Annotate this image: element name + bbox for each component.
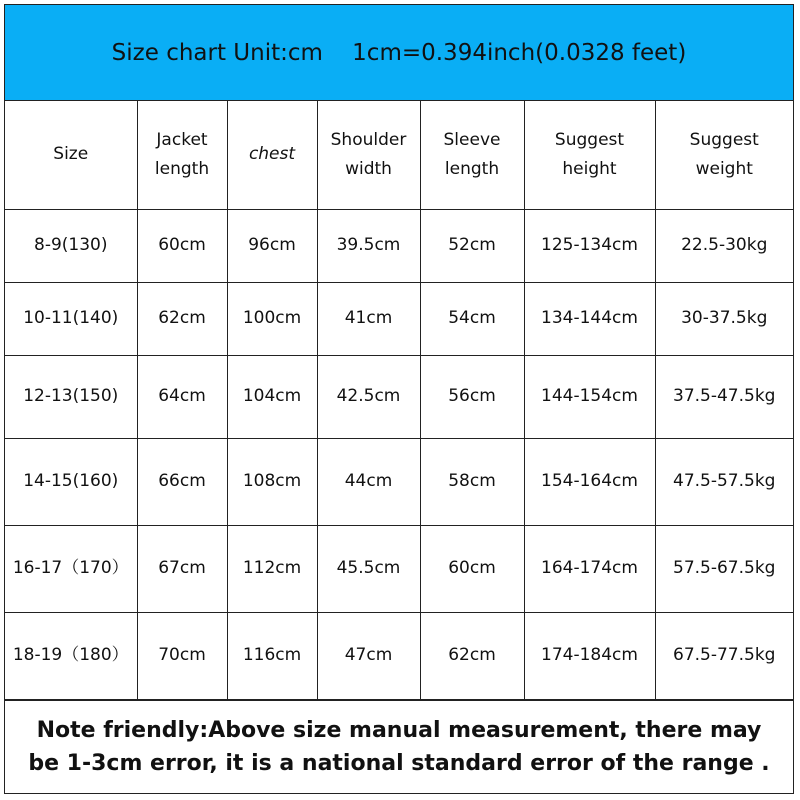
- table-row: [5, 525, 793, 612]
- cell-suggest-height: 174-184cm: [524, 612, 655, 699]
- table-row: [5, 209, 793, 282]
- cell-suggest-weight: 47.5-57.5kg: [655, 438, 793, 525]
- cell-suggest-height: 125-134cm: [524, 209, 655, 282]
- chart-title: Size chart Unit:cm 1cm=0.394inch(0.0328 feet): [5, 5, 793, 101]
- measurement-note: Note friendly:Above size manual measurement, there may be 1-3cm error, it is a national standard error of the range .: [5, 700, 793, 793]
- cell-shoulder-width: 42.5cm: [317, 355, 420, 438]
- cell-size: 18-19（180）: [5, 612, 137, 699]
- table-row: [5, 438, 793, 525]
- cell-sleeve-length: 62cm: [420, 612, 524, 699]
- cell-sleeve-length: 52cm: [420, 209, 524, 282]
- cell-suggest-height: 154-164cm: [524, 438, 655, 525]
- size-chart: [4, 4, 794, 794]
- cell-shoulder-width: 45.5cm: [317, 525, 420, 612]
- cell-jacket-length: 64cm: [137, 355, 227, 438]
- cell-chest: 104cm: [227, 355, 317, 438]
- cell-shoulder-width: 39.5cm: [317, 209, 420, 282]
- cell-suggest-height: 144-154cm: [524, 355, 655, 438]
- cell-jacket-length: 70cm: [137, 612, 227, 699]
- cell-sleeve-length: 54cm: [420, 282, 524, 355]
- size-table: [5, 101, 793, 700]
- header-shoulder-width: Shoulder width: [317, 101, 420, 209]
- cell-shoulder-width: 47cm: [317, 612, 420, 699]
- cell-sleeve-length: 60cm: [420, 525, 524, 612]
- cell-chest: 96cm: [227, 209, 317, 282]
- cell-suggest-height: 134-144cm: [524, 282, 655, 355]
- cell-size: 14-15(160): [5, 438, 137, 525]
- cell-jacket-length: 67cm: [137, 525, 227, 612]
- cell-size: 10-11(140): [5, 282, 137, 355]
- cell-sleeve-length: 56cm: [420, 355, 524, 438]
- header-chest: chest: [227, 101, 317, 209]
- cell-size: 12-13(150): [5, 355, 137, 438]
- cell-shoulder-width: 41cm: [317, 282, 420, 355]
- cell-jacket-length: 60cm: [137, 209, 227, 282]
- header-row: [5, 101, 793, 209]
- cell-suggest-weight: 30-37.5kg: [655, 282, 793, 355]
- cell-shoulder-width: 44cm: [317, 438, 420, 525]
- header-jacket-length: Jacket length: [137, 101, 227, 209]
- cell-suggest-weight: 57.5-67.5kg: [655, 525, 793, 612]
- cell-chest: 100cm: [227, 282, 317, 355]
- header-size: Size: [5, 101, 137, 209]
- cell-sleeve-length: 58cm: [420, 438, 524, 525]
- table-row: [5, 612, 793, 699]
- cell-size: 16-17（170）: [5, 525, 137, 612]
- table-row: [5, 282, 793, 355]
- cell-jacket-length: 66cm: [137, 438, 227, 525]
- cell-jacket-length: 62cm: [137, 282, 227, 355]
- table-row: [5, 355, 793, 438]
- cell-chest: 108cm: [227, 438, 317, 525]
- header-sleeve-length: Sleeve length: [420, 101, 524, 209]
- cell-chest: 116cm: [227, 612, 317, 699]
- cell-suggest-weight: 22.5-30kg: [655, 209, 793, 282]
- cell-size: 8-9(130): [5, 209, 137, 282]
- cell-suggest-weight: 37.5-47.5kg: [655, 355, 793, 438]
- cell-suggest-weight: 67.5-77.5kg: [655, 612, 793, 699]
- cell-suggest-height: 164-174cm: [524, 525, 655, 612]
- cell-chest: 112cm: [227, 525, 317, 612]
- header-suggest-height: Suggest height: [524, 101, 655, 209]
- header-suggest-weight: Suggest weight: [655, 101, 793, 209]
